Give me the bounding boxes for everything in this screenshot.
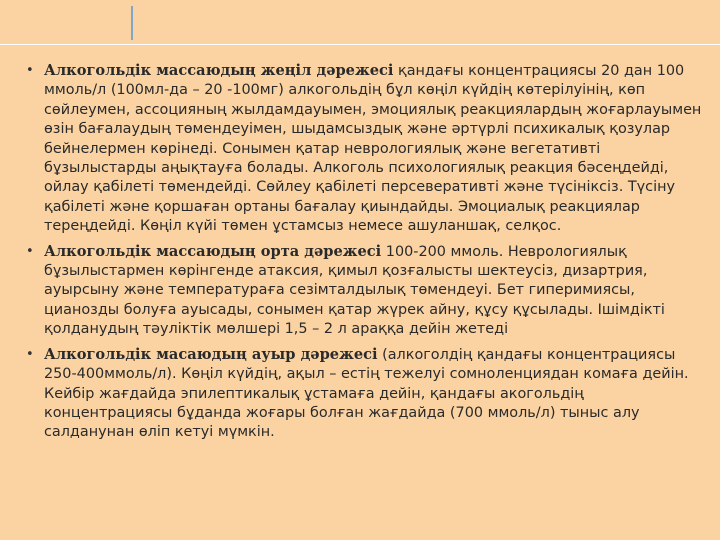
bullet-dot-icon: • xyxy=(26,243,34,259)
bullet-list xyxy=(24,61,710,448)
bullet-dot-icon: • xyxy=(26,346,34,362)
bullet-item-severe xyxy=(24,345,710,443)
bullet-text: (алкоголдің қандағы концентрациясы 250-400ммоль/л). Көңіл күйдің, ақыл – естің тежелуі сомноленциядан комаға дейін. Кейбір жағдайда эпилептикалық ұстамаға дейін, қандағы акогольдің концентрациясы бұданда жоғары болған жағдайда (700 ммоль/л) тыныс алу салданунан өліп кетуі мүмкін. xyxy=(44,346,689,441)
bullet-term: Алкогольдік масаюдың ауыр дәрежесі xyxy=(44,345,378,363)
bullet-text: 100-200 ммоль. Неврологиялық бұзылыстармен көрінгенде атаксия, қимыл қозғалысты шектеусіз, дизартрия, ауырсыну және температураға сезімталдылық төмендеуі. Бет гиперимиясы, цианозды болуға ауысады, сонымен қатар жүрек айну, құсу құсылады. Ішімдікті қолданудың тәуліктік мөлшері 1,5 – 2 л араққа дейін жетеді xyxy=(44,243,665,338)
title-accent-bar xyxy=(131,6,133,40)
bullet-text: қандағы концентрациясы 20 дан 100 ммоль/л (100мл-да – 20 -100мг) алкогольдің бұл көңіл күйдің көтерілуінің, көп сөйлеумен, ассоцияның жылдамдауымен, эмоциялық реакциялардың жоғарлауымен өзін бағалаудың төмендеуімен, шыдамсыздық және әртүрлі психикалық қозулар бейнелермен көрінеді. Сонымен қатар неврологиялық және вегетативті бұзылыстарды аңықтауға болады. Алкоголь психологиялық реакция бәсеңдейді, ойлау қабілеті төмендейді. Сөйлеу қабілеті персеверативті және түсініксіз. Түсіну қабілеті және қоршаған ортаны бағалау қиындайды. Эмоциалық реакциялар тереңдейді. Көңіл күйі төмен ұстамсыз немесе ашуланшақ, селқос. xyxy=(44,63,702,235)
bullet-item-mild xyxy=(24,61,710,237)
header-divider xyxy=(0,44,720,45)
bullet-dot-icon: • xyxy=(26,63,34,78)
bullet-term: Алкогольдік массаюдың орта дәрежесі xyxy=(44,242,382,260)
bullet-item-moderate xyxy=(24,242,710,340)
bullet-term: Алкогольдік массаюдың жеңіл дәрежесі xyxy=(44,62,394,79)
